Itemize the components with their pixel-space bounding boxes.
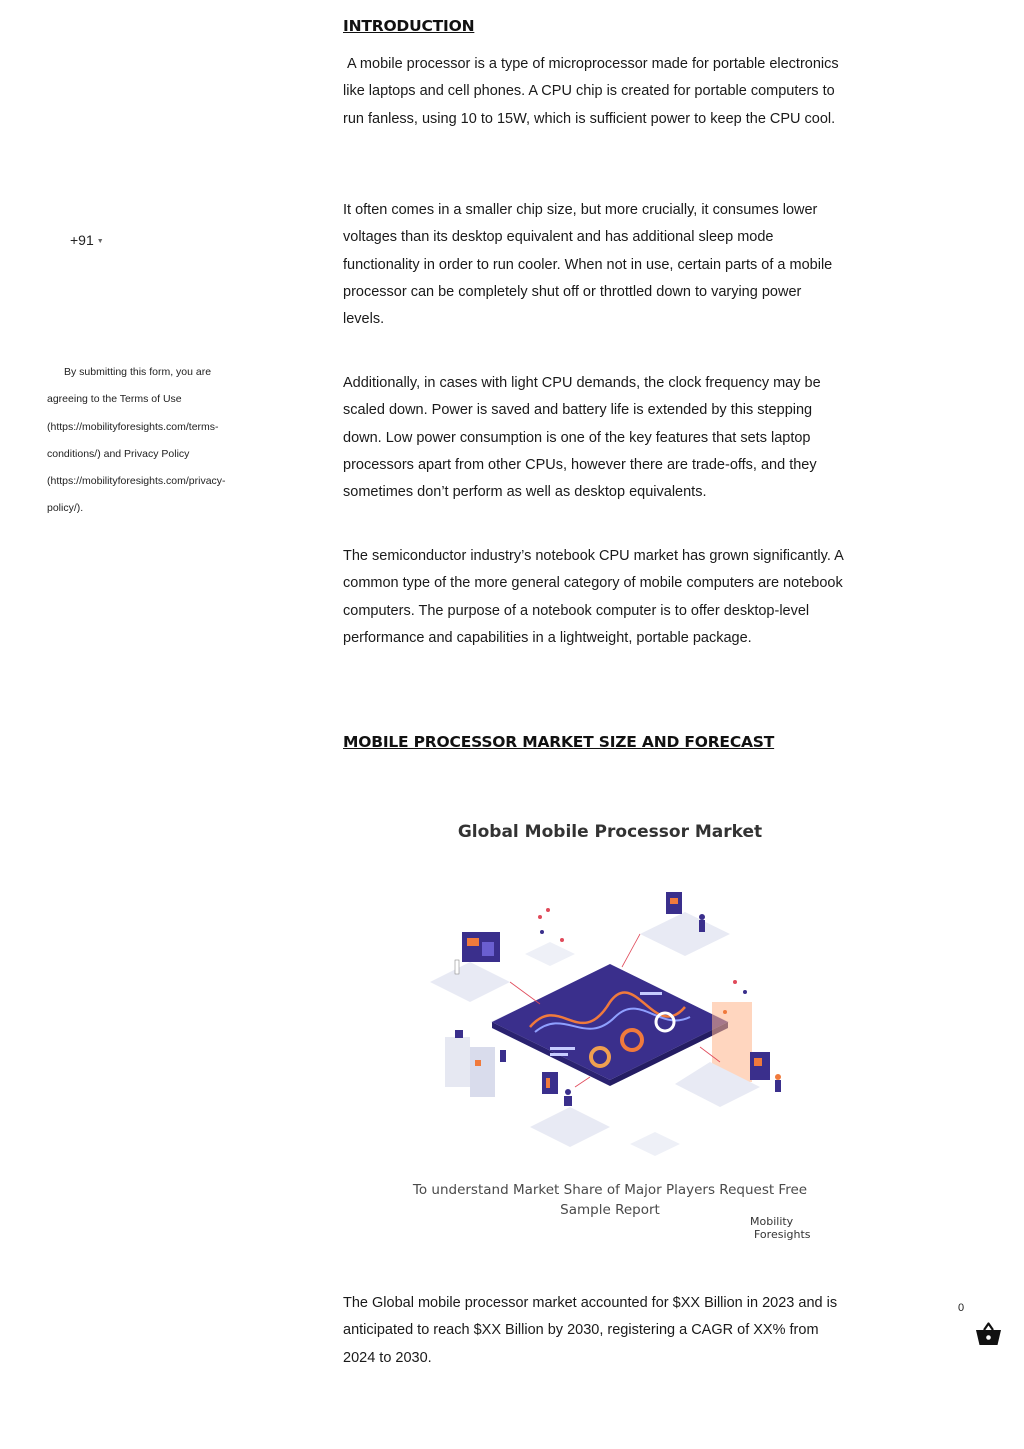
- mobility-foresights-logo: [750, 1215, 811, 1241]
- consent-line: (https://mobilityforesights.com/privacy-: [47, 475, 226, 488]
- isometric-dashboard-illustration: [400, 872, 820, 1172]
- consent-line: policy/).: [47, 502, 84, 515]
- intro-paragraph-1: A mobile processor is a type of microprocessor made for portable electronics like laptops and cell phones. A CPU chip is created for portable computers to run fanless, using 10 to 15W, which is sufficient power to keep the CPU cool.: [343, 56, 843, 127]
- basket-icon[interactable]: [975, 1322, 1002, 1346]
- phone-code-value: +91: [70, 232, 94, 248]
- phone-country-code-select[interactable]: [70, 232, 104, 248]
- caption-line-2: Sample Report: [560, 1202, 660, 1218]
- logo-line-2: Foresights: [754, 1228, 811, 1241]
- consent-line: (https://mobilityforesights.com/terms-: [47, 420, 219, 433]
- market-infographic: [400, 812, 820, 1252]
- intro-paragraph-3: Additionally, in cases with light CPU demands, the clock frequency may be scaled down. Power is saved and battery life is extended by this stepping down. Low power consumption is one of the key features that sets laptop processors apart from other CPUs, however there are trade-offs, and they sometimes don’t perform as well as desktop equivalents.: [343, 375, 821, 501]
- cart-count: 0: [958, 1302, 965, 1314]
- infographic-title: Global Mobile Processor Market: [457, 822, 763, 842]
- market-heading: MOBILE PROCESSOR MARKET SIZE AND FORECAST: [343, 733, 775, 751]
- chevron-down-icon: ▼: [96, 237, 104, 245]
- market-paragraph: The Global mobile processor market accounted for $XX Billion in 2023 and is anticipated to reach $XX Billion by 2030, registering a CAGR of XX% from 2024 to 2030.: [343, 1295, 838, 1366]
- consent-line: conditions/) and Privacy Policy: [47, 447, 190, 460]
- caption-line-1: To understand Market Share of Major Players Request Free: [412, 1182, 808, 1198]
- intro-paragraph-2: It often comes in a smaller chip size, but more crucially, it consumes lower voltages than its desktop equivalent and has additional sleep mode functionality in order to run cooler. When not in use, certain parts of a mobile processor can be completely shut off or throttled down to varying power levels.: [343, 202, 833, 328]
- consent-line: By submitting this form, you are: [64, 366, 212, 378]
- intro-heading: INTRODUCTION: [343, 17, 475, 35]
- intro-paragraph-4: The semiconductor industry’s notebook CPU market has grown significantly. A common type of the more general category of mobile computers are notebook computers. The purpose of a notebook computer is to offer desktop-level performance and capabilities in a lightweight, portable package.: [343, 548, 843, 646]
- infographic-caption: [400, 1180, 820, 1220]
- consent-line: agreeing to the Terms of Use: [47, 393, 182, 406]
- consent-notice: [47, 359, 247, 523]
- logo-line-1: Mobility: [750, 1215, 794, 1228]
